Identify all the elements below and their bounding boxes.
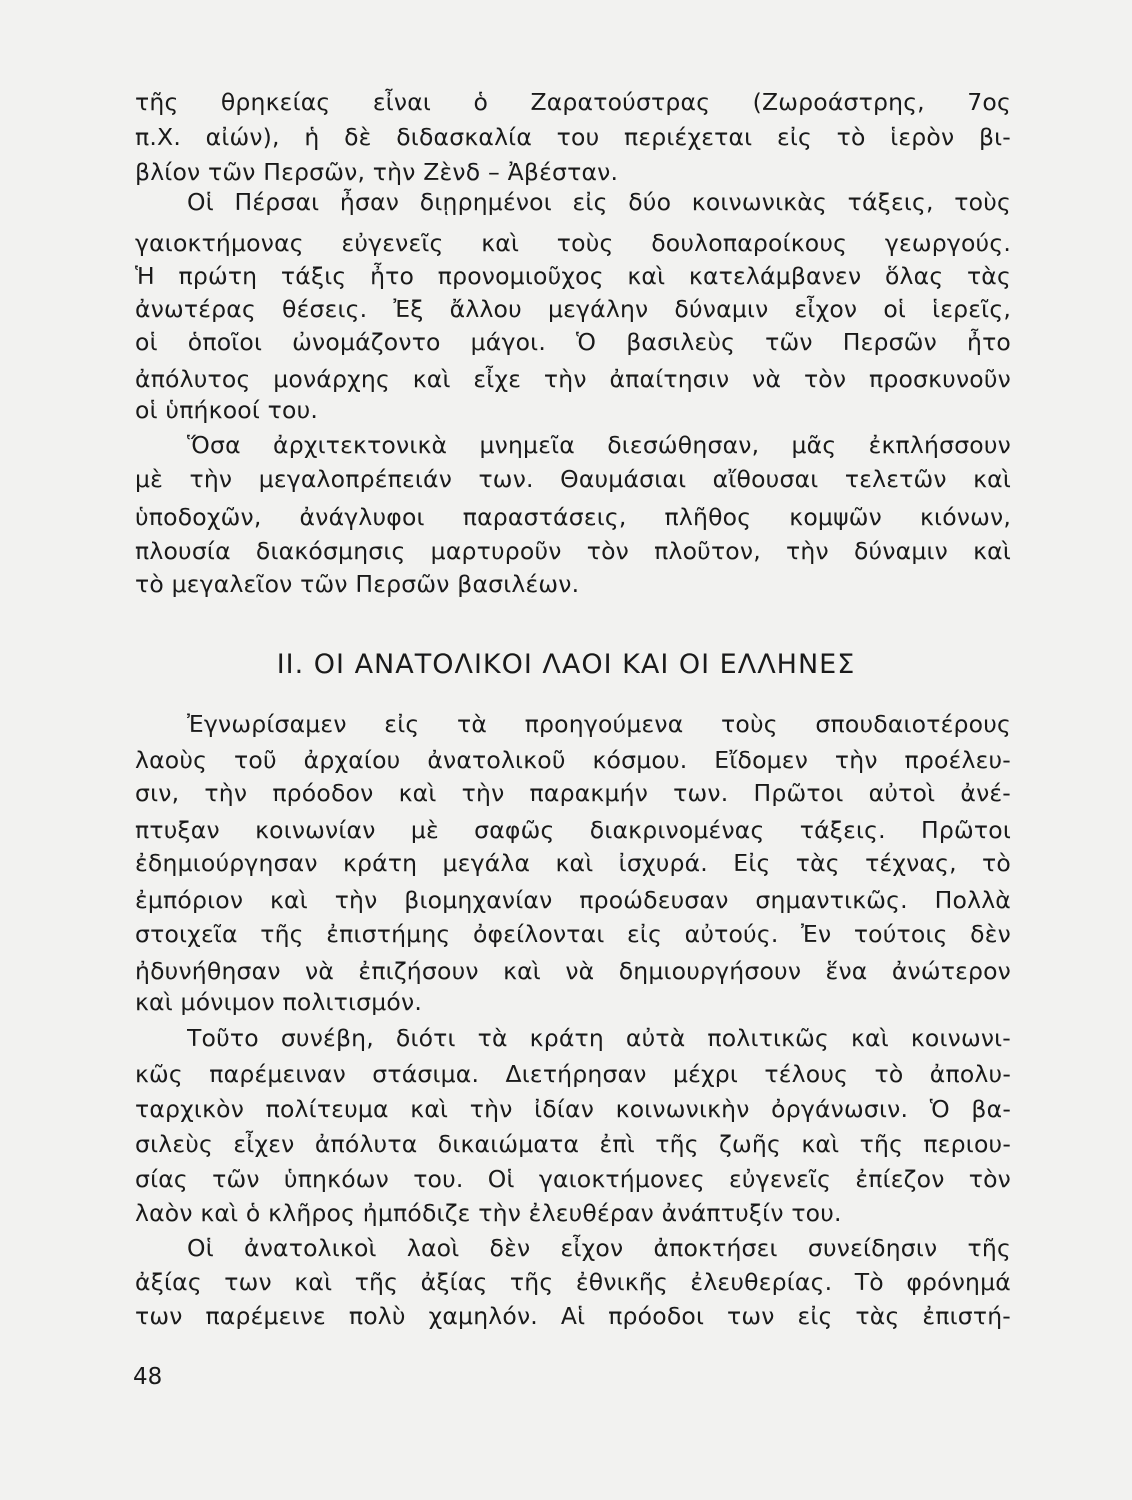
text-line: σιν, τὴν πρόοδον καὶ τὴν παρακμήν των. Πρῶτοι αὐτοὶ ἀνέ- <box>135 779 1011 807</box>
text-line: πλουσία διακόσμησις μαρτυροῦν τὸν πλοῦτον, τὴν δύναμιν καὶ <box>135 537 1011 565</box>
text-line: ἀπόλυτος μονάρχης καὶ εἶχε τὴν ἀπαίτησιν νὰ τὸν προσκυνοῦν <box>135 365 1011 393</box>
text-line: ὑποδοχῶν, ἀνάγλυφοι παραστάσεις, πλῆθος κομψῶν κιόνων, <box>135 503 1011 531</box>
text-line: λαὸν καὶ ὁ κλῆρος ἠμπόδιζε τὴν ἐλευθέραν ἀνάπτυξίν του. <box>135 1199 842 1227</box>
text-line: μὲ τὴν μεγαλοπρέπειάν των. Θαυμάσιαι αἴθουσαι τελετῶν καὶ <box>135 465 1011 493</box>
paragraph-first-line: Ἐγνωρίσαμεν εἰς τὰ προηγούμενα τοὺς σπουδαιοτέρους <box>187 710 1011 738</box>
text-line: ἀνωτέρας θέσεις. Ἐξ ἄλλου μεγάλην δύναμιν εἶχον οἱ ἱερεῖς, <box>135 295 1011 323</box>
text-line: σίας τῶν ὑπηκόων του. Οἱ γαιοκτήμονες εὐγενεῖς ἐπίεζον τὸν <box>135 1165 1011 1193</box>
text-line: ἠδυνήθησαν νὰ ἐπιζήσουν καὶ νὰ δημιουργήσουν ἕνα ἀνώτερον <box>135 957 1011 985</box>
text-line: τὸ μεγαλεῖον τῶν Περσῶν βασιλέων. <box>135 570 580 598</box>
text-line: γαιοκτήμονας εὐγενεῖς καὶ τοὺς δουλοπαροίκους γεωργούς. <box>135 229 1011 257</box>
text-line: καὶ μόνιμον πολιτισμόν. <box>135 988 423 1016</box>
text-line: πτυξαν κοινωνίαν μὲ σαφῶς διακρινομένας τάξεις. Πρῶτοι <box>135 816 1011 844</box>
text-line: ἐδημιούργησαν κράτη μεγάλα καὶ ἰσχυρά. Εἰς τὰς τέχνας, τὸ <box>135 849 1011 877</box>
section-heading: ΙΙ. ΟΙ ΑΝΑΤΟΛΙΚΟΙ ΛΑΟΙ ΚΑΙ ΟΙ ΕΛΛΗΝΕΣ <box>276 649 856 680</box>
paragraph-first-line: Τοῦτο συνέβη, διότι τὰ κράτη αὐτὰ πολιτικῶς καὶ κοινωνι- <box>187 1024 1011 1052</box>
text-line: σιλεὺς εἶχεν ἀπόλυτα δικαιώματα ἐπὶ τῆς ζωῆς καὶ τῆς περιου- <box>135 1130 1011 1158</box>
text-line: ἐμπόριον καὶ τὴν βιομηχανίαν προώδευσαν σημαντικῶς. Πολλὰ <box>135 886 1011 914</box>
text-line: ἀξίας των καὶ τῆς ἀξίας τῆς ἐθνικῆς ἐλευθερίας. Τὸ φρόνημά <box>135 1268 1011 1296</box>
text-line: στοιχεῖα τῆς ἐπιστήμης ὀφείλονται εἰς αὐτούς. Ἐν τούτοις δὲν <box>135 920 1011 948</box>
page-number: 48 <box>133 1364 163 1390</box>
paragraph-first-line: Οἱ Πέρσαι ἦσαν διῃρημένοι εἰς δύο κοινωνικὰς τάξεις, τοὺς <box>187 188 1011 216</box>
text-line: οἱ ὑπήκοοί του. <box>135 396 319 424</box>
text-line: τῆς θρηκείας εἶναι ὁ Ζαρατούστρας (Ζωροάστρης, 7ος <box>135 88 1011 116</box>
text-line: λαοὺς τοῦ ἀρχαίου ἀνατολικοῦ κόσμου. Εἴδομεν τὴν προέλευ- <box>135 746 1011 774</box>
text-line: οἱ ὁποῖοι ὠνομάζοντο μάγοι. Ὁ βασιλεὺς τῶν Περσῶν ἦτο <box>135 328 1011 356</box>
paragraph-first-line: Ὅσα ἀρχιτεκτονικὰ μνημεῖα διεσώθησαν, μᾶς ἐκπλήσσουν <box>187 431 1011 459</box>
text-line: ταρχικὸν πολίτευμα καὶ τὴν ἰδίαν κοινωνικὴν ὀργάνωσιν. Ὁ βα- <box>135 1095 1011 1123</box>
text-line: Ἡ πρώτη τάξις ἦτο προνομιοῦχος καὶ κατελάμβανεν ὅλας τὰς <box>135 262 1011 290</box>
text-line: των παρέμεινε πολὺ χαμηλόν. Αἱ πρόοδοι των εἰς τὰς ἐπιστή- <box>135 1302 1011 1330</box>
text-line: π.Χ. αἰών), ἡ δὲ διδασκαλία του περιέχεται εἰς τὸ ἱερὸν βι- <box>135 123 1011 151</box>
paragraph-first-line: Οἱ ἀνατολικοὶ λαοὶ δὲν εἶχον ἀποκτήσει συνείδησιν τῆς <box>187 1234 1011 1262</box>
text-line: βλίον τῶν Περσῶν, τὴν Ζὲνδ – Ἀβέσταν. <box>135 158 619 186</box>
text-line: κῶς παρέμειναν στάσιμα. Διετήρησαν μέχρι τέλους τὸ ἀπολυ- <box>135 1060 1011 1088</box>
